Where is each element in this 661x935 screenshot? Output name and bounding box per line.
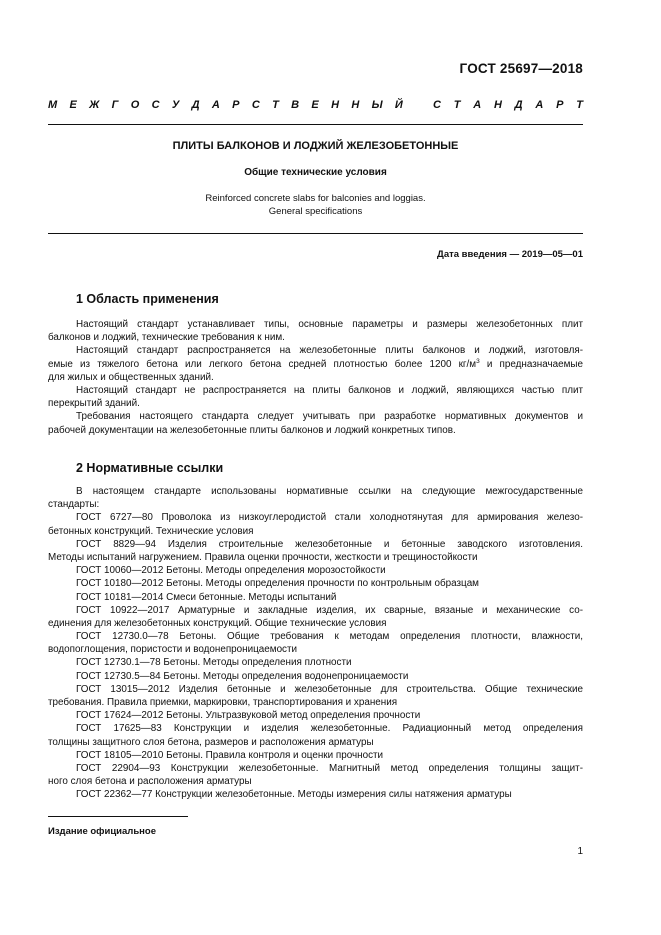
- text-line: [48, 788, 583, 801]
- text-line: [48, 331, 583, 344]
- footer-rule: [48, 816, 188, 817]
- page-number: 1: [577, 846, 583, 857]
- standard-type-word-1-letter: О: [130, 99, 140, 111]
- text-line: [48, 577, 583, 590]
- text-line: [48, 630, 583, 643]
- text-line-content: толщины защитного слоя бетона, размеров и расположения арматуры: [48, 736, 374, 748]
- text-line-content: стандарты:: [48, 499, 100, 511]
- standard-type-word-1: [48, 99, 403, 111]
- standard-type-word-2-letter: А: [535, 99, 544, 111]
- text-line-content: емые из тяжелого бетона или легкого бетона средней плотностью более 1200 кг/м: [48, 358, 477, 370]
- text-line-content: ГОСТ 22362—77 Конструкции железобетонные. Методы измерения силы натяжения арматуры: [76, 789, 512, 801]
- text-line: [48, 318, 583, 331]
- standard-type-word-1-letter: Г: [111, 99, 119, 111]
- text-line-content: ГОСТ 10180—2012 Бетоны. Методы определения прочности по контрольным образцам: [76, 578, 479, 590]
- text-line-content: ГОСТ 13015—2012 Изделия бетонные и железобетонные для строительства. Общие технические: [76, 683, 583, 695]
- standard-type-banner: [48, 99, 583, 111]
- standard-type-word-1-letter: С: [151, 99, 160, 111]
- text-line-content: балконов и лоджий, технические требования к ним.: [48, 332, 285, 344]
- text-line-content: ГОСТ 10060—2012 Бетоны. Методы определения морозостойкости: [76, 565, 386, 577]
- text-line: [48, 722, 583, 735]
- text-line: [48, 551, 583, 564]
- standard-type-word-2: [433, 99, 583, 111]
- introduction-date: Дата введения — 2019—05—01: [437, 249, 583, 260]
- text-line-content: ГОСТ 18105—2010 Бетоны. Правила контроля и оценки прочности: [76, 749, 384, 761]
- text-line-content: рабочей документации на железобетонные плиты балконов и лоджий конкретных типов.: [48, 424, 456, 436]
- standard-type-word-1-letter: С: [251, 99, 260, 111]
- standard-type-word-1-letter: М: [48, 99, 58, 111]
- text-line-content: ГОСТ 12730.5—84 Бетоны. Методы определения водонепроницаемости: [76, 670, 409, 682]
- text-line-content: Настоящий стандарт не распространяется на плиты балконов и лоджий, являющихся частью плит: [76, 384, 583, 396]
- text-line: [48, 670, 583, 683]
- text-line: [48, 538, 583, 551]
- edition-note: Издание официальное: [48, 826, 156, 837]
- text-line: [48, 498, 583, 511]
- standard-type-word-1-letter: Й: [394, 99, 403, 111]
- text-line-content: ГОСТ 8829—94 Изделия строительные железобетонные и бетонные заводского изготовления.: [76, 538, 583, 550]
- text-line: [48, 424, 583, 437]
- text-line: [48, 371, 583, 384]
- text-line: [48, 564, 583, 577]
- standard-type-word-2-letter: Д: [514, 99, 523, 111]
- text-line-content: ГОСТ 17625—83 Конструкции и изделия железобетонные. Радиационный метод определения: [76, 723, 583, 735]
- text-line-content: ГОСТ 17624—2012 Бетоны. Ультразвуковой метод определения прочности: [76, 710, 421, 722]
- standard-type-word-2-letter: Н: [493, 99, 502, 111]
- section-1-body: [48, 318, 583, 437]
- standard-type-word-1-letter: Ы: [371, 99, 383, 111]
- text-line-content: ГОСТ 10181—2014 Смеси бетонные. Методы испытаний: [76, 591, 337, 603]
- text-line: [48, 485, 583, 498]
- text-line-content: ного слоя бетона и расположения арматуры: [48, 776, 252, 788]
- standard-type-word-2-letter: С: [433, 99, 441, 111]
- standard-type-word-2-letter: Т: [453, 99, 461, 111]
- text-line: [48, 736, 583, 749]
- standard-type-word-2-letter: Р: [556, 99, 564, 111]
- text-line: [48, 591, 583, 604]
- standard-type-word-1-letter: У: [171, 99, 180, 111]
- text-line-content: единения для железобетонных конструкций. Общие технические условия: [48, 617, 387, 629]
- top-rule: [48, 124, 583, 125]
- section-2-heading: 2 Нормативные ссылки: [76, 461, 224, 475]
- document-title: ПЛИТЫ БАЛКОНОВ И ЛОДЖИЙ ЖЕЛЕЗОБЕТОННЫЕ: [172, 140, 459, 152]
- text-line-content: ГОСТ 10922—2017 Арматурные и закладные изделия, их сварные, вязаные и механические со-: [76, 604, 583, 616]
- section-2-body: [48, 485, 583, 802]
- standard-type-word-1-letter: В: [291, 99, 300, 111]
- text-line: [48, 762, 583, 775]
- text-line: [48, 525, 583, 538]
- text-line: [48, 358, 583, 371]
- text-line-content: Настоящий стандарт устанавливает типы, основные параметры и размеры железобетонных плит: [76, 319, 583, 330]
- text-line-content: бетонных конструкций. Технические условия: [48, 525, 254, 537]
- text-line-content: для жилых и общественных зданий.: [48, 371, 214, 383]
- text-line: [48, 749, 583, 762]
- standard-type-word-1-letter: Е: [311, 99, 319, 111]
- text-line: [48, 511, 583, 524]
- standard-type-word-1-letter: Н: [331, 99, 340, 111]
- text-line: [48, 604, 583, 617]
- text-line-content: ГОСТ 12730.1—78 Бетоны. Методы определения плотности: [76, 657, 352, 669]
- text-line-content: Методы испытаний нагружением. Правила оценки прочности, жесткости и трещиностойкости: [48, 551, 478, 563]
- document-number: ГОСТ 25697—2018: [459, 61, 583, 76]
- text-line: [48, 775, 583, 788]
- standard-type-word-1-letter: Д: [191, 99, 200, 111]
- text-line: [48, 410, 583, 423]
- text-line: [48, 643, 583, 656]
- text-line: [48, 397, 583, 410]
- text-line: [48, 384, 583, 397]
- text-line-content: водопоглощения, пористости и водонепроницаемости: [48, 644, 298, 656]
- text-line: [48, 709, 583, 722]
- title-bottom-rule: [48, 233, 583, 234]
- standard-type-word-2-letter: Т: [576, 99, 583, 111]
- text-line-content: требования. Правила приемки, маркировки, транспортирования и хранения: [48, 697, 398, 708]
- standard-type-word-2-letter: А: [473, 99, 482, 111]
- standard-type-word-1-letter: А: [211, 99, 220, 111]
- text-line-content: Настоящий стандарт распространяется на железобетонные плиты балконов и лоджий, изготовля-: [76, 345, 583, 357]
- text-line-content: ГОСТ 12730.0—78 Бетоны. Общие требования к методам определения плотности, влажности,: [76, 631, 583, 643]
- text-line: [48, 683, 583, 696]
- text-line-content: Требования настоящего стандарта следует учитывать при разработке нормативных документов и: [76, 411, 583, 423]
- standard-type-word-1-letter: Т: [272, 99, 279, 111]
- superscript: 3: [476, 357, 480, 365]
- text-line-content: ГОСТ 6727—80 Проволока из низкоуглеродистой стали холоднотянутая для армирования железо-: [76, 512, 583, 524]
- english-title: [48, 192, 583, 218]
- text-line-content: ГОСТ 22904—93 Конструкции железобетонные. Магнитный метод определения толщины защит-: [76, 762, 583, 774]
- english-title-line-2: General specifications: [268, 206, 363, 217]
- text-line-content: перекрытий зданий.: [48, 398, 140, 410]
- text-line: [48, 656, 583, 669]
- standard-type-word-1-letter: Ж: [89, 99, 100, 111]
- section-1-heading: 1 Область применения: [76, 292, 219, 306]
- text-line: [48, 696, 583, 709]
- english-title-line-1: Reinforced concrete slabs for balconies and loggias.: [205, 193, 426, 204]
- standard-type-word-1-letter: Е: [69, 99, 77, 111]
- standard-type-word-1-letter: Р: [232, 99, 240, 111]
- text-line: [48, 344, 583, 357]
- document-subtitle: Общие технические условия: [244, 167, 387, 178]
- text-line: [48, 617, 583, 630]
- text-line-tail: и предназначаемые: [479, 358, 584, 370]
- text-line-content: В настоящем стандарте использованы нормативные ссылки на следующие межгосударственные: [76, 486, 583, 497]
- standard-type-word-1-letter: Н: [351, 99, 360, 111]
